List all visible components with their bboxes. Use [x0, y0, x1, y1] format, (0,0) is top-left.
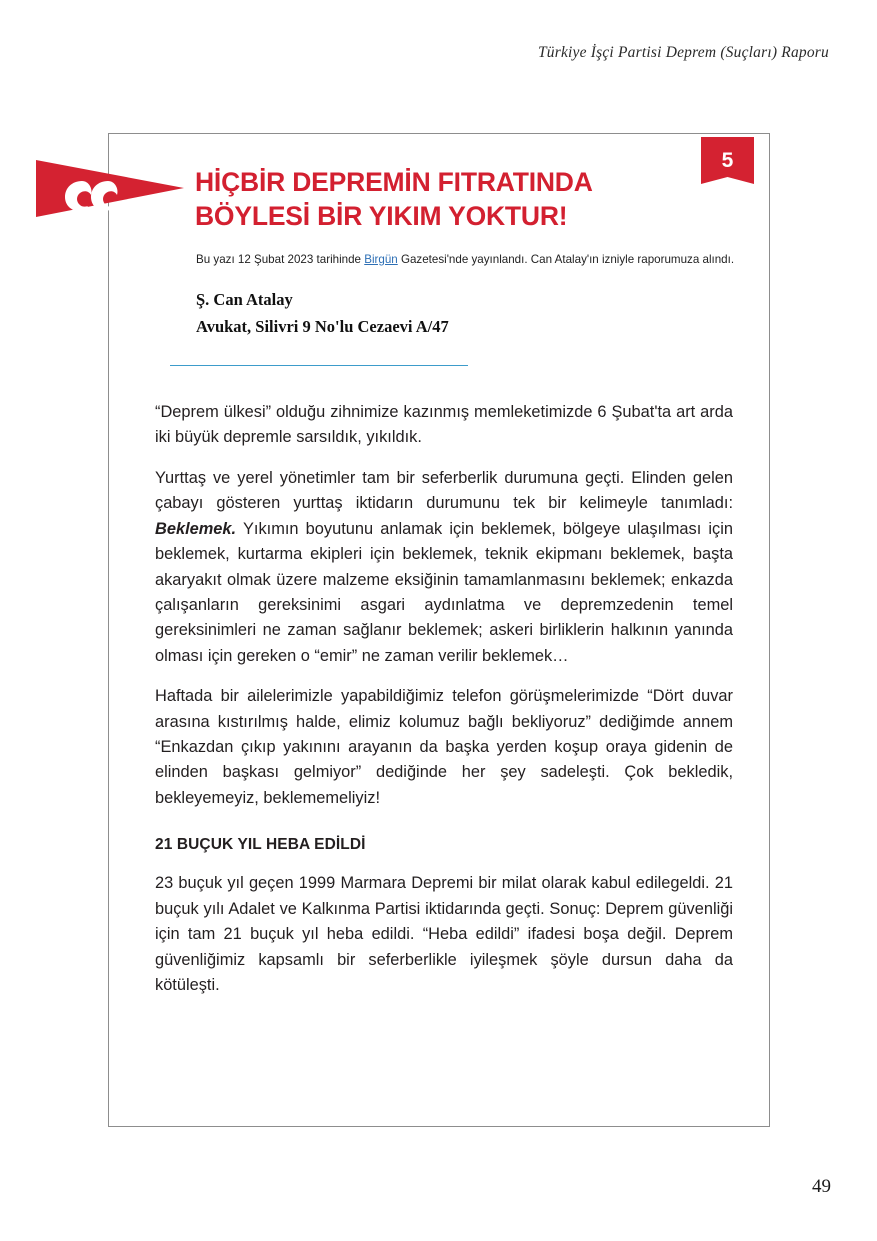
- paragraph-2-part-1: Yurttaş ve yerel yönetimler tam bir seferberlik durumuna geçti. Elinden gelen çabayı gösteren yurttaş iktidarın durumunu tek bir kelimeyle tanımladı:: [155, 468, 733, 513]
- byline-divider-rule: [170, 365, 468, 366]
- article-body: [155, 400, 733, 998]
- author-name: Ş. Can Atalay: [196, 290, 293, 309]
- source-note-prefix: Bu yazı 12 Şubat 2023 tarihinde: [196, 253, 365, 266]
- page-number: 49: [812, 1176, 831, 1197]
- paragraph-2-part-2: Yıkımın boyutunu anlamak için beklemek, bölgeye ulaşılması için beklemek, kurtarma ekipleri için beklemek, teknik ekipmanı beklemek, başta akaryakıt olmak üzere malzeme eksiğinin tamamlanmasını beklemek; enkazda çalışanların gereksinimi asgari aydınlatma ve depremzedenin temel gereksinimleri ne zaman sağlanır beklemek; askeri birliklerin halkının yanında olması için gereken o “emir” ne zaman verilir beklemek…: [155, 519, 733, 665]
- paragraph-2: [155, 466, 733, 669]
- source-note-suffix: Gazetesi'nde yayınlandı. Can Atalay'ın izniyle raporumuza alındı.: [397, 253, 735, 266]
- section-number-badge: [701, 137, 754, 190]
- paragraph-2-emphasis: Beklemek.: [155, 519, 237, 538]
- section-heading: 21 BUÇUK YIL HEBA EDİLDİ: [155, 836, 366, 854]
- article-title-line-1: HİÇBİR DEPREMİN FITRATINDA: [195, 167, 593, 197]
- article-title: [195, 166, 695, 233]
- paragraph-1: “Deprem ülkesi” olduğu zihnimize kazınmış memleketimizde 6 Şubat'ta art arda iki büyük depremle sarsıldık, yıkıldık.: [155, 403, 733, 447]
- article-title-line-2: BÖYLESİ BİR YIKIM YOKTUR!: [195, 200, 568, 231]
- source-link-birgun[interactable]: Birgün: [364, 253, 398, 266]
- source-note: [196, 252, 756, 268]
- paragraph-3: Haftada bir ailelerimizle yapabildiğimiz telefon görüşmelerimizde “Dört duvar arasına kıstırılmış halde, elimiz kolumuz bağlı bekliyoruz” dediğimde annem “Enkazdan çıkıp yakınını arayanın da başka yerden koşup oraya gidenin de elinden başkası gelmiyor” dediğinde her şey sadeleşti. Çok bekledik, bekleyemeyiz, beklememeliyiz!: [155, 687, 733, 807]
- author-role: Avukat, Silivri 9 No'lu Cezaevi A/47: [196, 316, 449, 336]
- section-number-value: 5: [721, 148, 734, 172]
- paragraph-4: 23 buçuk yıl geçen 1999 Marmara Depremi bir milat olarak kabul edilegeldi. 21 buçuk yılı Adalet ve Kalkınma Partisi iktidarında geçti. Sonuç: Deprem güvenliği için tam 21 buçuk yıl heba edildi. “Heba edildi” ifadesi boşa değil. Deprem güvenliğimiz kapsamlı bir seferberlikle iyileşmek şöyle dursun daha da kötüleşti.: [155, 874, 733, 995]
- running-header-title: Türkiye İşçi Partisi Deprem (Suçları) Raporu: [537, 44, 829, 61]
- byline: [196, 287, 449, 340]
